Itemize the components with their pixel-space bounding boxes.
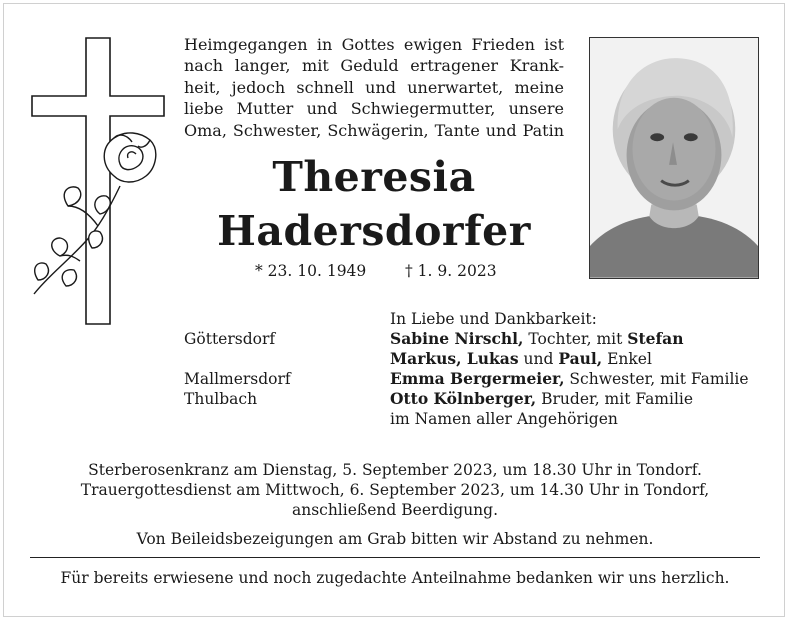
birth-date: * 23. 10. 1949 bbox=[255, 262, 367, 280]
death-date: † 1. 9. 2023 bbox=[405, 262, 497, 280]
condolence-note: Von Beileidsbezeigungen am Grab bitten wir Abstand zu nehmen. bbox=[136, 530, 654, 548]
mourner-row bbox=[184, 349, 774, 369]
mourner-name: Stefan bbox=[627, 329, 684, 348]
mourner-place: Mallmersdorf bbox=[184, 370, 291, 388]
mourner-row bbox=[184, 369, 774, 389]
burial-info: anschließend Beerdigung. bbox=[291, 501, 499, 519]
mourner-name: Emma Bergermeier, bbox=[390, 369, 565, 388]
rosary-info: Sterberosenkranz am Dienstag, 5. September 2023, um 18.30 Uhr in Tondorf. bbox=[88, 461, 702, 479]
intro-line: nach langer, mit Geduld ertragener Krank- bbox=[184, 56, 564, 76]
mourners-section bbox=[184, 309, 774, 429]
service-info: Trauergottesdienst am Mittwoch, 6. September 2023, um 14.30 Uhr in Tondorf, bbox=[80, 481, 710, 499]
mourner-place: Thulbach bbox=[184, 390, 258, 408]
mourner-name: Markus, Lukas bbox=[390, 349, 519, 368]
intro-text bbox=[184, 34, 564, 141]
mourner-place bbox=[184, 349, 390, 369]
mourners-heading: In Liebe und Dankbarkeit: bbox=[390, 310, 597, 328]
portrait-photo bbox=[589, 37, 759, 279]
divider-line bbox=[30, 557, 760, 558]
mourner-relation: Enkel bbox=[602, 350, 652, 368]
mourner-relation: Tochter, mit bbox=[523, 330, 628, 348]
intro-line: heit, jedoch schnell und unerwartet, meine bbox=[184, 77, 564, 97]
mourner-name: Sabine Nirschl, bbox=[390, 329, 524, 348]
deceased-last-name: Hadersdorfer bbox=[217, 207, 531, 255]
intro-line: liebe Mutter und Schwiegermutter, unsere bbox=[184, 99, 564, 119]
mourner-relation: und bbox=[518, 350, 559, 368]
funeral-info bbox=[20, 460, 770, 549]
thanks-note: Für bereits erwiesene und noch zugedachte Anteilnahme bedanken wir uns herzlich. bbox=[60, 569, 730, 587]
mourner-place: Göttersdorf bbox=[184, 330, 276, 348]
mourner-name: Otto Kölnberger, bbox=[390, 389, 537, 408]
cross-with-rose-icon bbox=[28, 36, 168, 326]
intro-line: Oma, Schwester, Schwägerin, Tante und Patin bbox=[184, 120, 564, 140]
mourner-place bbox=[184, 409, 390, 429]
mourner-name: Paul, bbox=[558, 349, 603, 368]
portrait-image bbox=[590, 38, 758, 278]
deceased-first-name: Theresia bbox=[272, 153, 476, 201]
mourner-relation: im Namen aller Angehörigen bbox=[390, 410, 618, 428]
mourner-row bbox=[184, 409, 774, 429]
mourner-row bbox=[184, 389, 774, 409]
mourner-row bbox=[184, 329, 774, 349]
intro-line: Heimgegangen in Gottes ewigen Frieden ist bbox=[184, 35, 564, 54]
mourner-relation: Schwester, mit Familie bbox=[564, 370, 749, 388]
mourner-relation: Bruder, mit Familie bbox=[536, 390, 694, 408]
